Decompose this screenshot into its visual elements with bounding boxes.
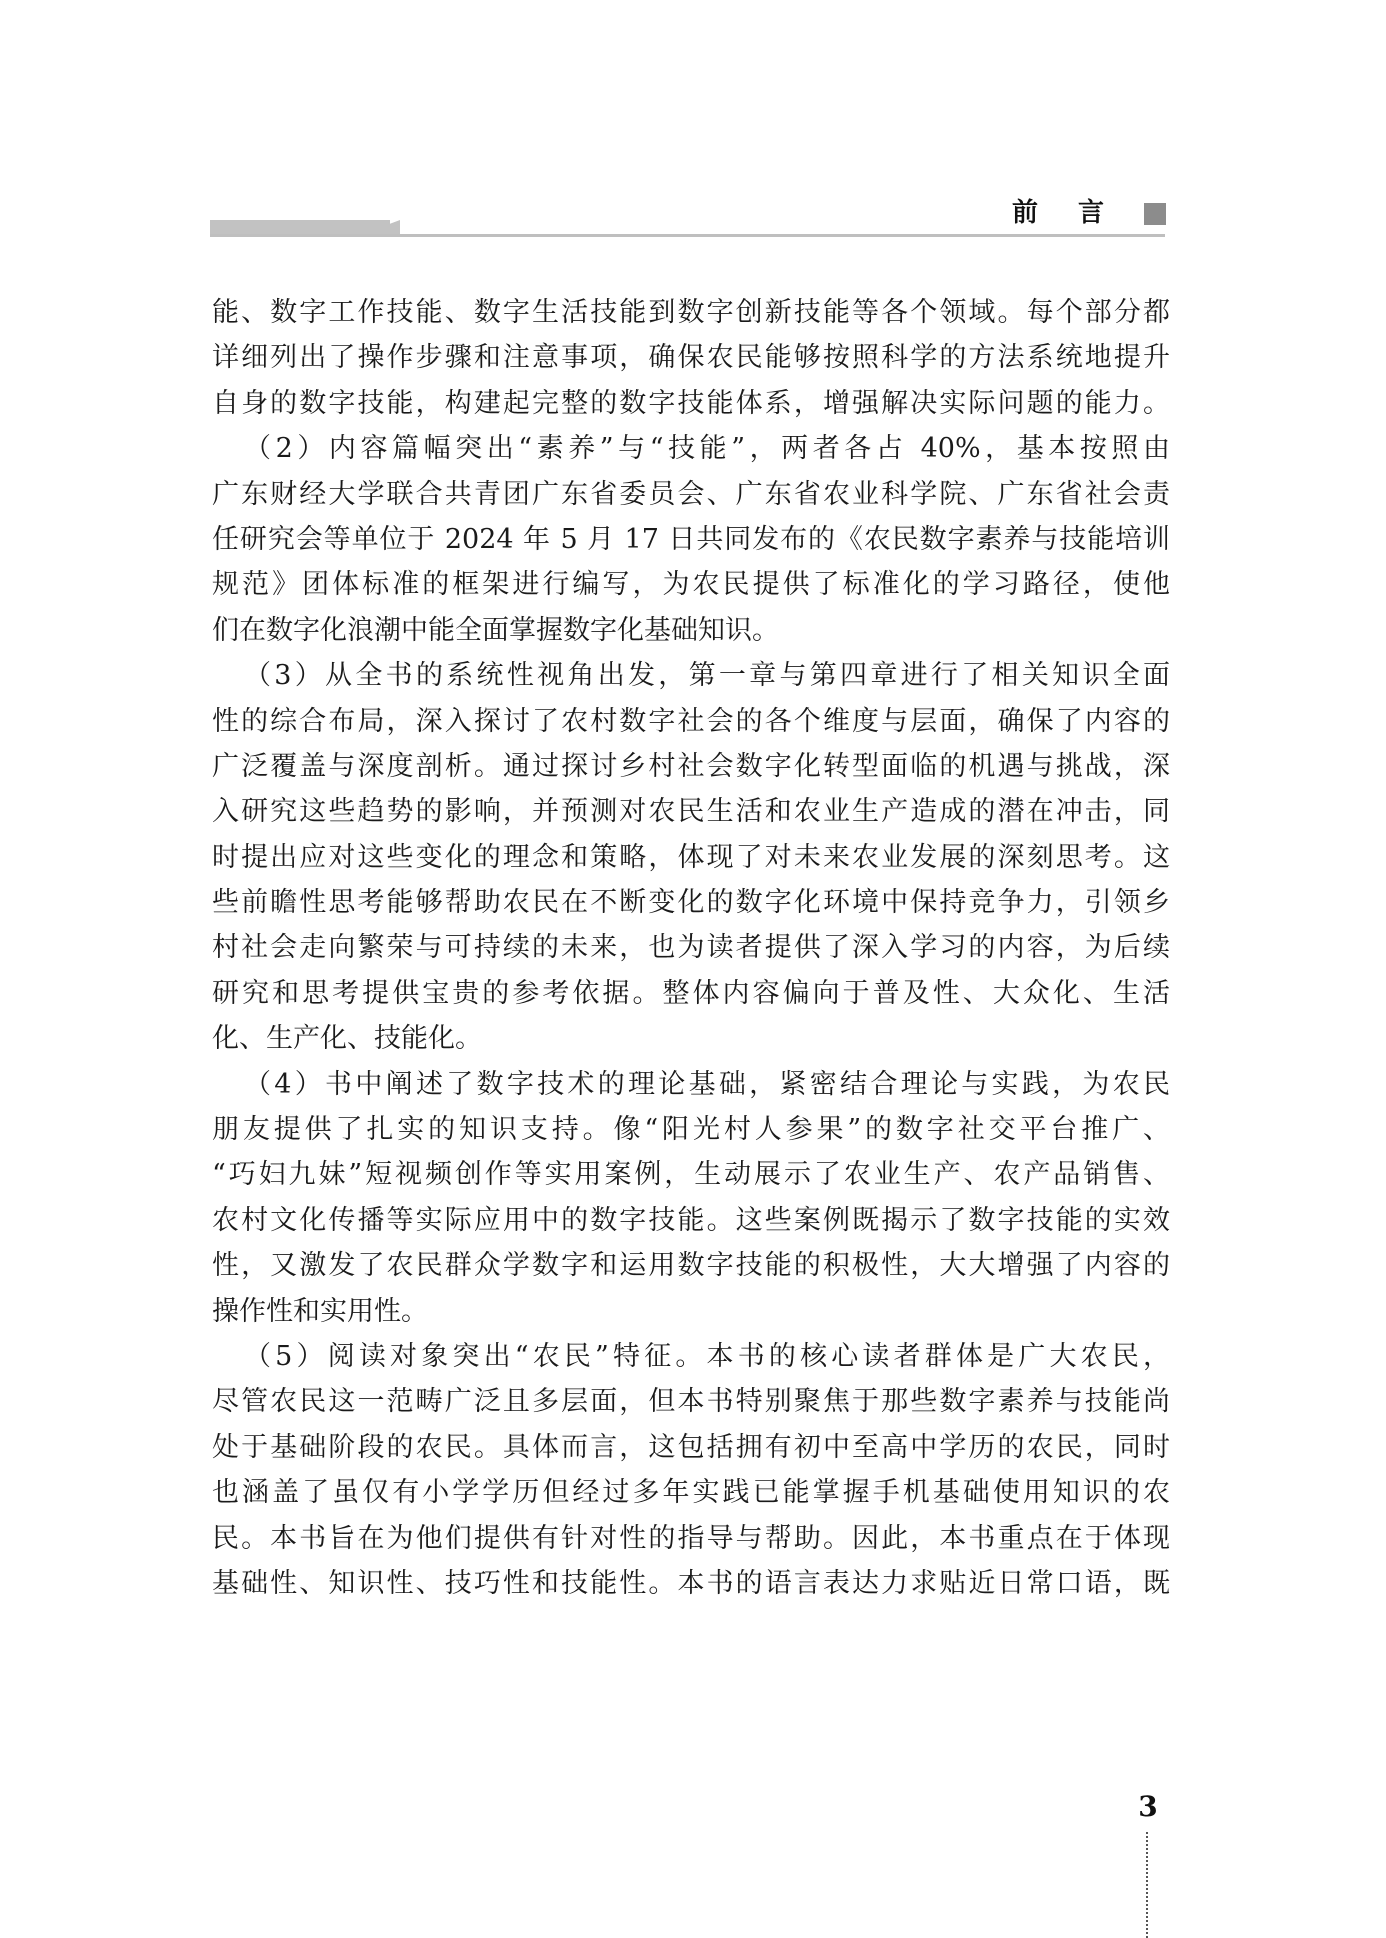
- text-line: 入研究这些趋势的影响，并预测对农民生活和农业生产造成的潜在冲击，同: [212, 796, 1170, 828]
- text-line: 尽管农民这一范畴广泛且多层面，但本书特别聚焦于那些数字素养与技能尚: [212, 1386, 1170, 1418]
- text-line: 处于基础阶段的农民。具体而言，这包括拥有初中至高中学历的农民，同时: [212, 1431, 1170, 1463]
- text-line: （4）书中阐述了数字技术的理论基础，紧密结合理论与实践，为农民: [244, 1068, 1170, 1100]
- text-line: 详细列出了操作步骤和注意事项，确保农民能够按照科学的方法系统地提升: [212, 342, 1170, 374]
- paragraph-4: [212, 1062, 1170, 1334]
- text-line: “巧妇九妹”短视频创作等实用案例，生动展示了农业生产、农产品销售、: [212, 1159, 1170, 1191]
- paragraph-1: [212, 290, 1170, 426]
- text-line: 性的综合布局，深入探讨了农村数字社会的各个维度与层面，确保了内容的: [212, 705, 1170, 737]
- text-line: 自身的数字技能，构建起完整的数字技能体系，增强解决实际问题的能力。: [212, 387, 1170, 419]
- text-line: 性，又激发了农民群众学数字和运用数字技能的积极性，大大增强了内容的: [212, 1250, 1170, 1282]
- text-line: 任研究会等单位于 2024 年 5 月 17 日共同发布的《农民数字素养与技能培训: [212, 523, 1170, 555]
- text-line: 操作性和实用性。: [212, 1295, 428, 1327]
- text-line: 研究和思考提供宝贵的参考依据。整体内容偏向于普及性、大众化、生活: [212, 977, 1170, 1009]
- text-line: 们在数字化浪潮中能全面掌握数字化基础知识。: [212, 614, 779, 646]
- body-text: [212, 290, 1170, 1606]
- text-line: 基础性、知识性、技巧性和技能性。本书的语言表达力求贴近日常口语，既: [212, 1567, 1170, 1599]
- running-header-title: 前言: [1012, 198, 1145, 228]
- paragraph-3: [212, 653, 1170, 1062]
- text-line: 广泛覆盖与深度剖析。通过探讨乡村社会数字化转型面临的机遇与挑战，深: [212, 750, 1170, 782]
- text-line: （5）阅读对象突出“农民”特征。本书的核心读者群体是广大农民，: [244, 1340, 1170, 1372]
- text-line: 村社会走向繁荣与可持续的未来，也为读者提供了深入学习的内容，为后续: [212, 932, 1170, 964]
- text-line: 能、数字工作技能、数字生活技能到数字创新技能等各个领域。每个部分都: [212, 297, 1170, 328]
- text-line: 农村文化传播等实际应用中的数字技能。这些案例既揭示了数字技能的实效: [212, 1204, 1170, 1236]
- text-line: 广东财经大学联合共青团广东省委员会、广东省农业科学院、广东省社会责: [212, 478, 1170, 510]
- page-number: 3: [1138, 1790, 1158, 1823]
- text-line: 时提出应对这些变化的理念和策略，体现了对未来农业发展的深刻思考。这: [212, 841, 1170, 873]
- text-line: 朋友提供了扎实的知识支持。像“阳光村人参果”的数字社交平台推广、: [212, 1114, 1170, 1146]
- paragraph-5: [212, 1334, 1170, 1606]
- text-line: 民。本书旨在为他们提供有针对性的指导与帮助。因此，本书重点在于体现: [212, 1522, 1170, 1554]
- paragraph-2: [212, 426, 1170, 653]
- text-line: 些前瞻性思考能够帮助农民在不断变化的数字化环境中保持竞争力，引领乡: [212, 887, 1170, 919]
- header-square-mark: [1144, 203, 1166, 225]
- text-line: （2）内容篇幅突出“素养”与“技能”，两者各占 40%，基本按照由: [244, 433, 1170, 465]
- page-number-dotted-rule: [1146, 1832, 1148, 1938]
- text-line: 化、生产化、技能化。: [212, 1023, 482, 1055]
- text-line: 也涵盖了虽仅有小学学历但经过多年实践已能掌握手机基础使用知识的农: [212, 1477, 1170, 1509]
- text-line: （3）从全书的系统性视角出发，第一章与第四章进行了相关知识全面: [244, 660, 1170, 692]
- header-rule: [210, 234, 1165, 237]
- text-line: 规范》团体标准的框架进行编写，为农民提供了标准化的学习路径，使他: [212, 569, 1170, 601]
